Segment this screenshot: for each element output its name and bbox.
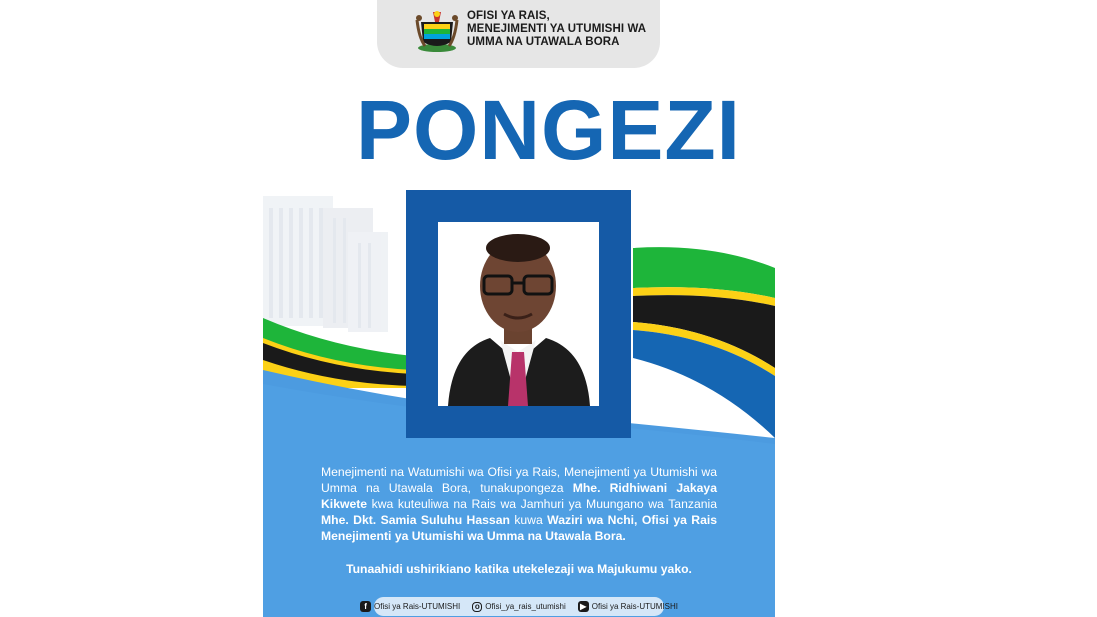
coat-of-arms-emblem — [415, 8, 459, 54]
youtube-icon: ▶ — [578, 601, 589, 612]
social-youtube[interactable]: ▶ Ofisi ya Rais-UTUMISHI — [578, 601, 678, 612]
pledge-text: Tunaahidi ushirikiano katika utekelezaji wa Majukumu yako. — [346, 562, 692, 576]
instagram-icon: o — [472, 602, 482, 612]
organization-name: OFISI YA RAIS, MENEJIMENTI YA UTUMISHI WA UMMA NA UTAWALA BORA — [467, 10, 647, 48]
page-title: PONGEZI — [355, 83, 742, 177]
portrait-photo — [438, 222, 599, 406]
congratulation-message: Menejimenti na Watumishi wa Ofisi ya Rais, Menejimenti ya Utumishi wa Umma na Utawala Bora, tunakupongeza Mhe. Ridhiwani Jakaya Kikwete kwa kuteuliwa na Rais wa Jamhuri ya Muungano wa Tanzania Mhe. Dkt. Samia Suluhu Hassan kuwa Waziri wa Nchi, Ofisi ya Rais Menejimenti ya Utumishi wa Umma na Utawala Bora. — [321, 465, 718, 543]
building-illustration — [263, 196, 388, 332]
social-facebook[interactable]: f Ofisi ya Rais-UTUMISHI — [360, 601, 460, 612]
facebook-icon: f — [360, 601, 371, 612]
social-instagram[interactable]: o Ofisi_ya_rais_utumishi — [472, 602, 565, 612]
social-media-bar — [364, 597, 678, 616]
